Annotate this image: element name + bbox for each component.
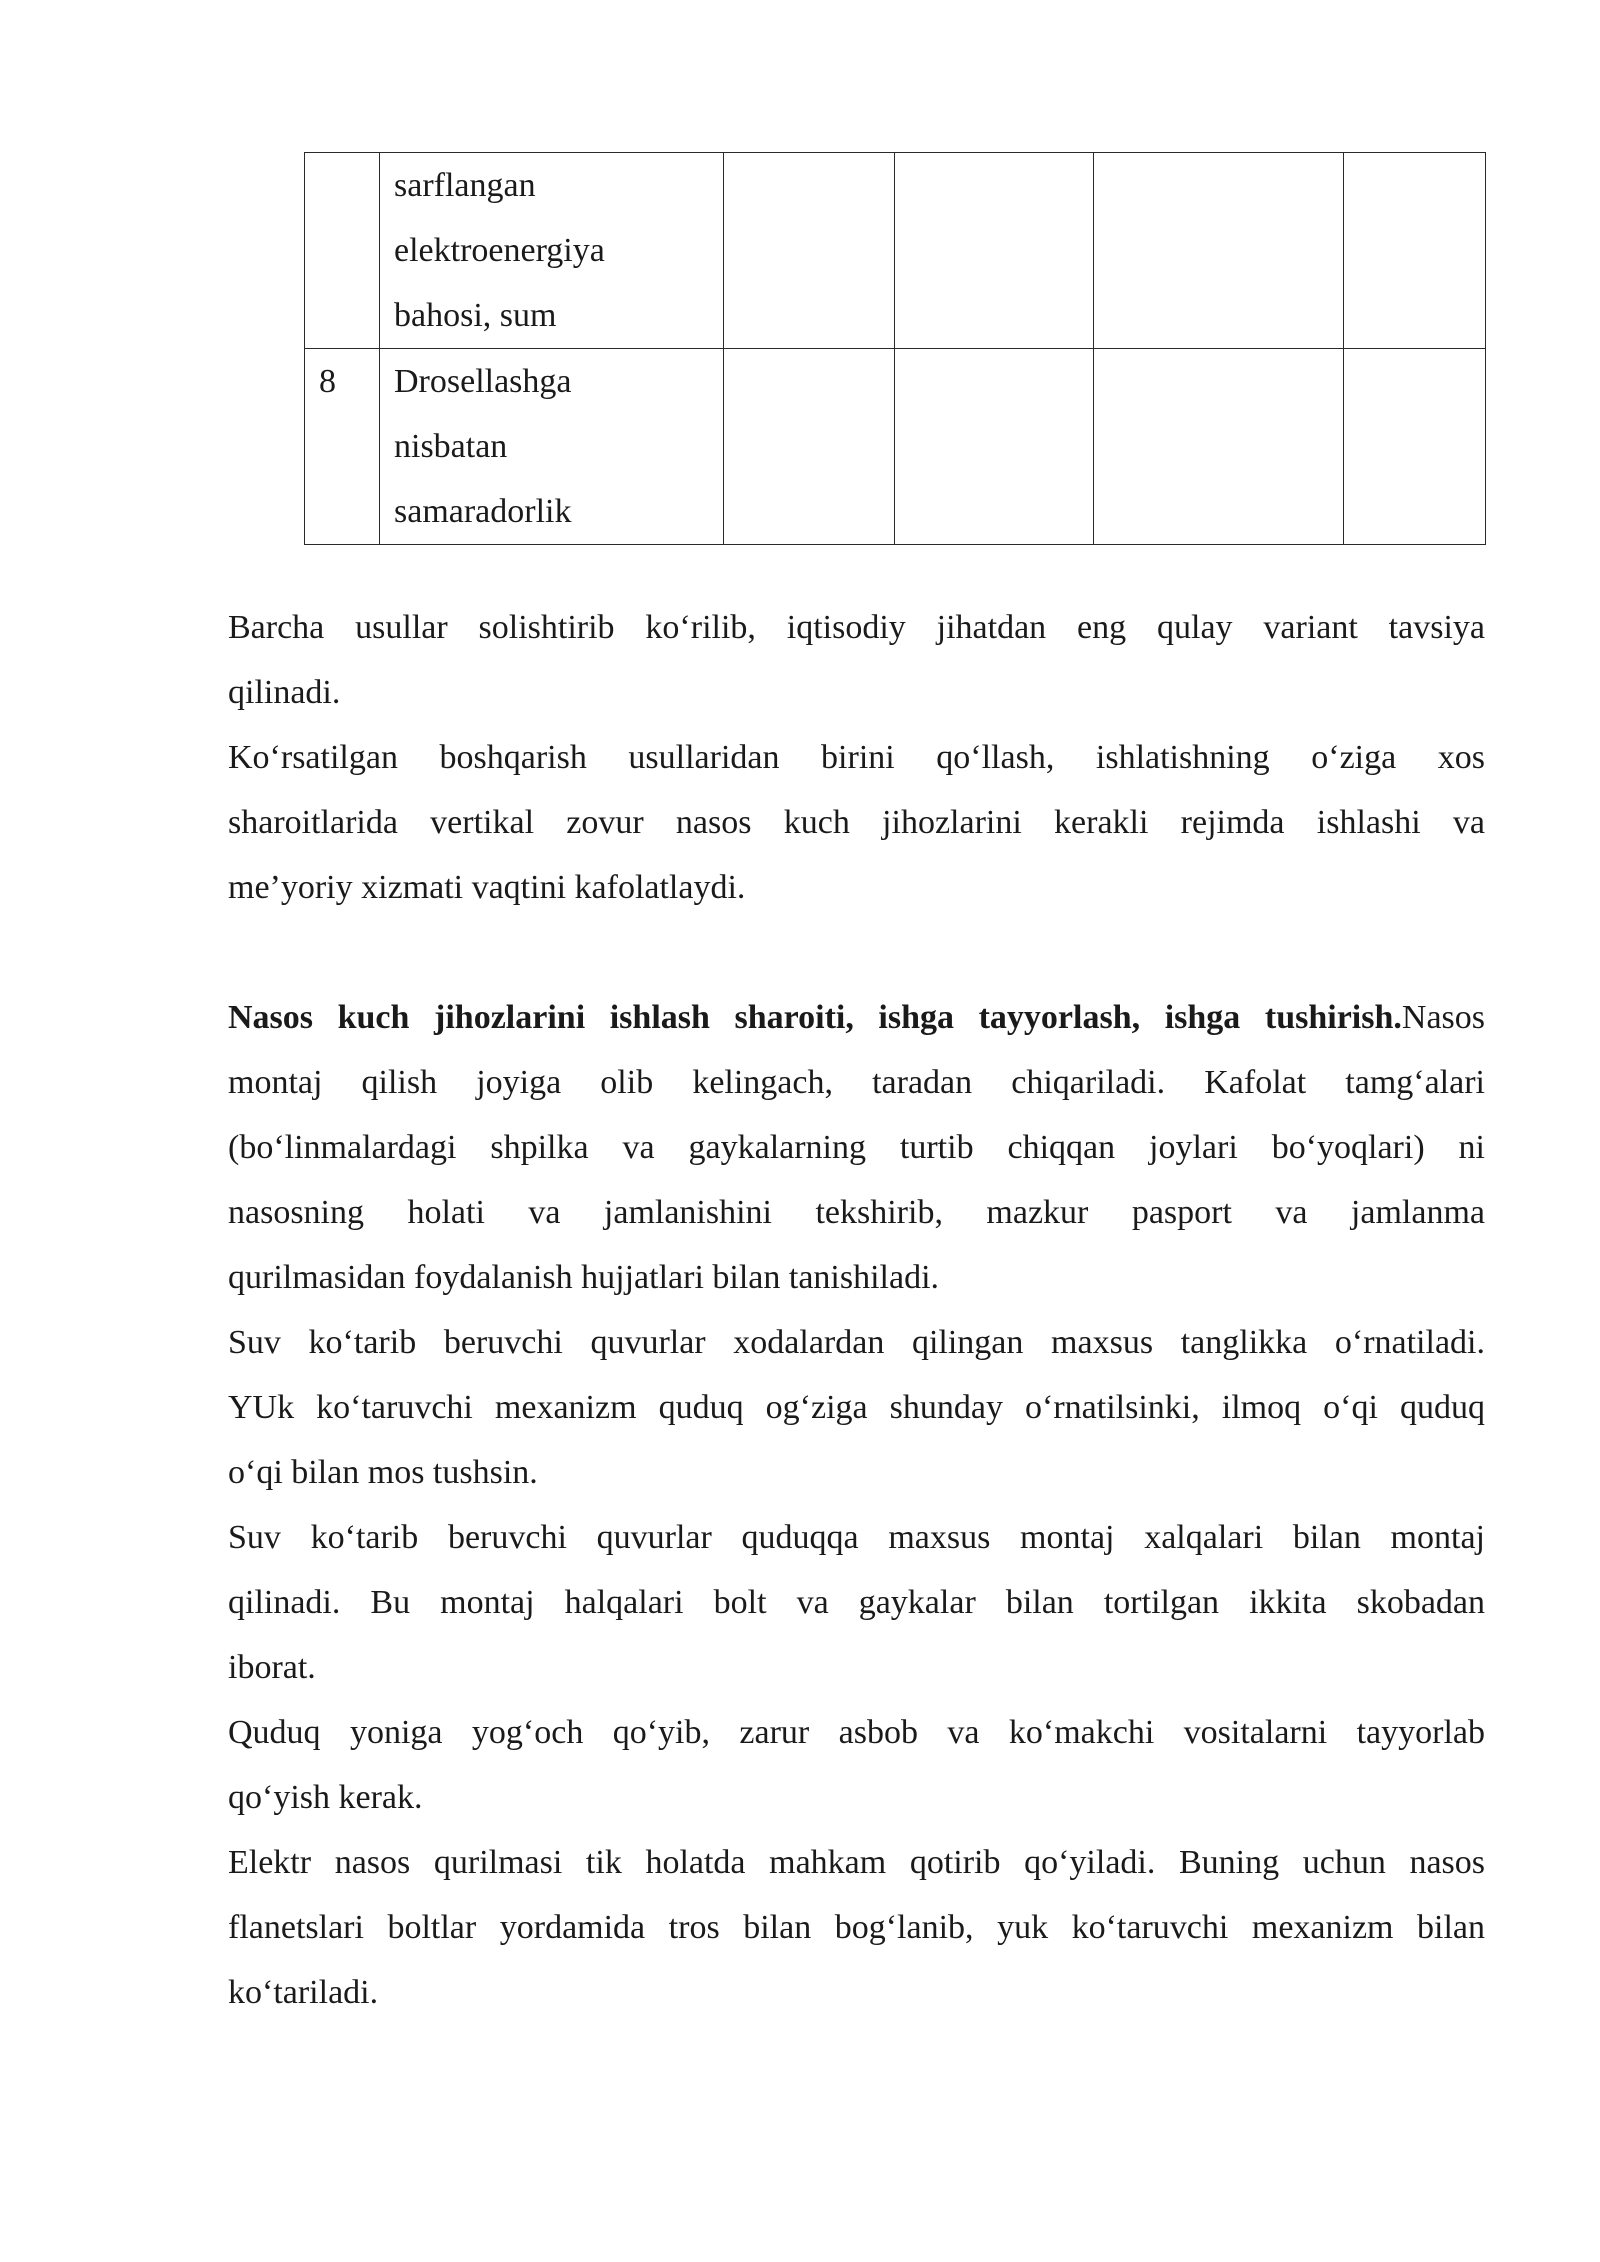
table-cell: [895, 153, 1094, 349]
table-cell: [724, 349, 895, 545]
table-cell: [724, 153, 895, 349]
table-cell: [1344, 153, 1486, 349]
text-line: iborat.: [228, 1649, 316, 1686]
row-label-line: bahosi, sum: [394, 297, 557, 334]
paragraph-pipes-installation: [228, 1310, 1485, 1505]
text-line: Suv ko‘tarib beruvchi quvurlar quduqqa maxsus montaj xalqalari bilan montaj: [228, 1519, 1485, 1556]
comparison-table: [304, 152, 1486, 545]
paragraph-conclusion: [228, 595, 1485, 725]
text-line: o‘qi bilan mos tushsin.: [228, 1454, 538, 1491]
paragraph-operating-conditions: [228, 985, 1485, 1310]
text-line: qilinadi. Bu montaj halqalari bolt va gaykalar bilan tortilgan ikkita skobadan: [228, 1584, 1485, 1621]
table-cell: [895, 349, 1094, 545]
paragraph-mounting-rings: [228, 1505, 1485, 1700]
text-line: Quduq yoniga yog‘och qo‘yib, zarur asbob va ko‘makchi vositalarni tayyorlab: [228, 1714, 1485, 1751]
text-line: sharoitlarida vertikal zovur nasos kuch jihozlarini kerakli rejimda ishlashi va: [228, 804, 1485, 841]
text-line: [228, 985, 1485, 1050]
text-line: qurilmasidan foydalanish hujjatlari bilan tanishiladi.: [228, 1259, 940, 1296]
text-line: nasosning holati va jamlanishini tekshirib, mazkur pasport va jamlanma: [228, 1194, 1485, 1231]
row-number-cell: 8: [305, 349, 380, 545]
paragraph-spacer: [228, 920, 1485, 985]
body-text: [228, 595, 1485, 2025]
text-line: YUk ko‘taruvchi mexanizm quduq og‘ziga shunday o‘rnatilsinki, ilmoq o‘qi quduq: [228, 1389, 1485, 1426]
table-cell: [1094, 153, 1344, 349]
paragraph-preparation: [228, 1700, 1485, 1830]
row-label-cell: [380, 349, 724, 545]
text-line: Ko‘rsatilgan boshqarish usullaridan birini qo‘llash, ishlatishning o‘ziga xos: [228, 739, 1485, 776]
paragraph-control-methods: [228, 725, 1485, 920]
text-line: Barcha usullar solishtirib ko‘rilib, iqtisodiy jihatdan eng qulay variant tavsiya: [228, 609, 1485, 646]
row-number-cell: [305, 153, 380, 349]
table-cell: [1344, 349, 1486, 545]
text-line: ko‘tariladi.: [228, 1974, 379, 2011]
text-line: qo‘yish kerak.: [228, 1779, 423, 1816]
text-line: flanetslari boltlar yordamida tros bilan bog‘lanib, yuk ko‘taruvchi mexanizm bilan: [228, 1909, 1485, 1946]
table-cell: [1094, 349, 1344, 545]
row-label-line: Drosellashga: [394, 363, 572, 400]
text-line: Elektr nasos qurilmasi tik holatda mahkam qotirib qo‘yiladi. Buning uchun nasos: [228, 1844, 1485, 1881]
row-label-line: samaradorlik: [394, 493, 572, 530]
row-label-cell: [380, 153, 724, 349]
heading-tail-text: Nasos: [1401, 999, 1485, 1036]
paragraph-pump-lifting: [228, 1830, 1485, 2025]
text-line: me’yoriy xizmati vaqtini kafolatlaydi.: [228, 869, 746, 906]
table-row: [305, 153, 1486, 349]
section-heading: Nasos kuch jihozlarini ishlash sharoiti, ishga tayyorlash, ishga tushirish.: [228, 999, 1402, 1036]
table-row: [305, 349, 1486, 545]
text-line: Suv ko‘tarib beruvchi quvurlar xodalardan qilingan maxsus tanglikka o‘rnatiladi.: [228, 1324, 1485, 1361]
row-label-line: nisbatan: [394, 428, 508, 465]
row-label-line: sarflangan: [394, 167, 536, 204]
text-line: qilinadi.: [228, 674, 341, 711]
text-line: montaj qilish joyiga olib kelingach, taradan chiqariladi. Kafolat tamg‘alari: [228, 1064, 1485, 1101]
text-line: (bo‘linmalardagi shpilka va gaykalarning turtib chiqqan joylari bo‘yoqlari) ni: [228, 1129, 1485, 1166]
row-label-line: elektroenergiya: [394, 232, 605, 269]
